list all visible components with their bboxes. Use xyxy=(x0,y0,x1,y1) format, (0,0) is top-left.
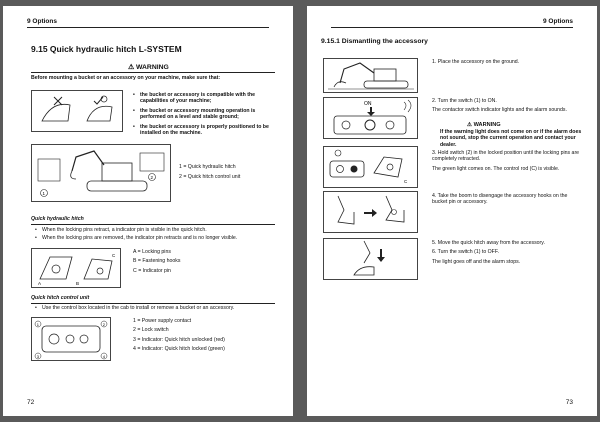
step-text: 4. Take the boom to disengage the accessory hooks on the bucket pin or accessory. xyxy=(432,193,568,206)
bucket-check-figure xyxy=(31,90,123,132)
warning-item: • the bucket or accessory is compatible with the capabilities of your machine; xyxy=(133,92,278,105)
control-box-figure xyxy=(31,317,111,361)
svg-text:4: 4 xyxy=(102,353,105,359)
svg-text:A: A xyxy=(38,281,42,286)
legend-item: 1 = Quick hydraulic hitch xyxy=(179,164,236,170)
subsection-rule xyxy=(31,224,275,225)
hitch-away-figure xyxy=(323,238,418,280)
legend-item: B = Fastening hooks xyxy=(133,258,181,265)
figure-legend xyxy=(133,318,283,353)
warning-rule xyxy=(31,72,275,73)
section-title: 9.15.1 Dismantling the accessory xyxy=(321,38,428,45)
step-note: The contactor switch indicator lights and the alarm sounds. xyxy=(432,107,567,114)
on-label: ON xyxy=(364,101,372,107)
page-header xyxy=(331,17,573,28)
legend-item: 4 = Indicator: Quick hitch locked (green) xyxy=(133,346,225,353)
bullet-item: • When the locking pins are removed, the indicator pin retracts and is no longer visible. xyxy=(35,235,285,241)
legend-item: 2 = Quick hitch control unit xyxy=(179,174,241,181)
lock-switch-figure xyxy=(323,146,418,188)
step-instruction: 6. Turn the switch (1) to OFF. xyxy=(432,249,499,256)
bullet-list xyxy=(35,305,290,311)
step-text: 1. Place the accessory on the ground. xyxy=(432,59,520,65)
warning-text: If the warning light does not come on or if the alarm does not sound, stop the current operation and contact your dealer. xyxy=(440,129,582,148)
step-text xyxy=(432,150,587,172)
excavator-figure xyxy=(31,144,171,202)
page-number: 72 xyxy=(27,399,35,406)
section-title: 9.15 Quick hydraulic hitch L-SYSTEM xyxy=(31,44,182,54)
warning-label: ⚠ WARNING xyxy=(467,122,501,128)
bullet-item: • When the locking pins retract, a indicator pin is visible in the quick hitch. xyxy=(35,227,285,233)
header-text: 9 Options xyxy=(543,18,573,25)
svg-text:C: C xyxy=(112,253,116,258)
page-number: 73 xyxy=(565,399,573,406)
svg-text:B: B xyxy=(76,281,80,286)
left-page xyxy=(3,6,293,416)
svg-text:C: C xyxy=(404,179,408,184)
header-text: 9 Options xyxy=(27,18,57,25)
svg-text:1: 1 xyxy=(42,191,46,196)
step-note: The light goes off and the alarm stops. xyxy=(432,258,521,265)
warning-list xyxy=(133,92,278,136)
bullet-item: • Use the control box located in the cab to install or remove a bucket or an accessory. xyxy=(35,305,290,311)
step-text xyxy=(432,240,587,265)
step-instruction: 5. Move the quick hitch away from the accessory. xyxy=(432,240,545,246)
right-page xyxy=(307,6,597,416)
legend-item: 1 = Power supply contact xyxy=(133,318,192,324)
page-header xyxy=(27,17,269,28)
warning-intro: Before mounting a bucket or an accessory on your machine, make sure that: xyxy=(31,75,221,81)
switch-on-figure xyxy=(323,97,418,139)
figure-legend xyxy=(133,249,253,274)
svg-text:2: 2 xyxy=(102,321,105,327)
step-note: The green light comes on. The control rod (C) is visible. xyxy=(432,165,560,172)
legend-item: A = Locking pins xyxy=(133,249,171,255)
quick-hitch-figure xyxy=(31,248,121,288)
subsection-title: Quick hydraulic hitch xyxy=(31,216,84,222)
excavator-lowered-figure xyxy=(323,58,418,93)
step-instruction: 2. Turn the switch (1) to ON. xyxy=(432,98,497,104)
svg-text:3: 3 xyxy=(36,353,39,359)
svg-text:2: 2 xyxy=(150,175,154,180)
subsection-rule xyxy=(31,303,275,304)
warning-item: • the bucket or accessory mounting operation is performed on a level and stable ground; xyxy=(133,108,278,121)
legend-item: 2 = Lock switch xyxy=(133,327,169,334)
bullet-list xyxy=(35,227,285,242)
legend-item: C = Indicator pin xyxy=(133,267,171,274)
figure-legend xyxy=(179,164,279,181)
step-text xyxy=(432,98,587,114)
step-instruction: 3. Hold switch (2) in the locked position until the locking pins are completely retracted. xyxy=(432,150,580,163)
svg-text:1: 1 xyxy=(36,321,39,327)
warning-label: ⚠ WARNING xyxy=(128,64,169,71)
disengage-hooks-figure xyxy=(323,191,418,233)
warning-item: • the bucket or accessory is properly positioned to be installed on the machine. xyxy=(133,124,278,137)
subsection-title: Quick hitch control unit xyxy=(31,295,90,301)
legend-item: 3 = Indicator: Quick hitch unlocked (red) xyxy=(133,336,225,343)
